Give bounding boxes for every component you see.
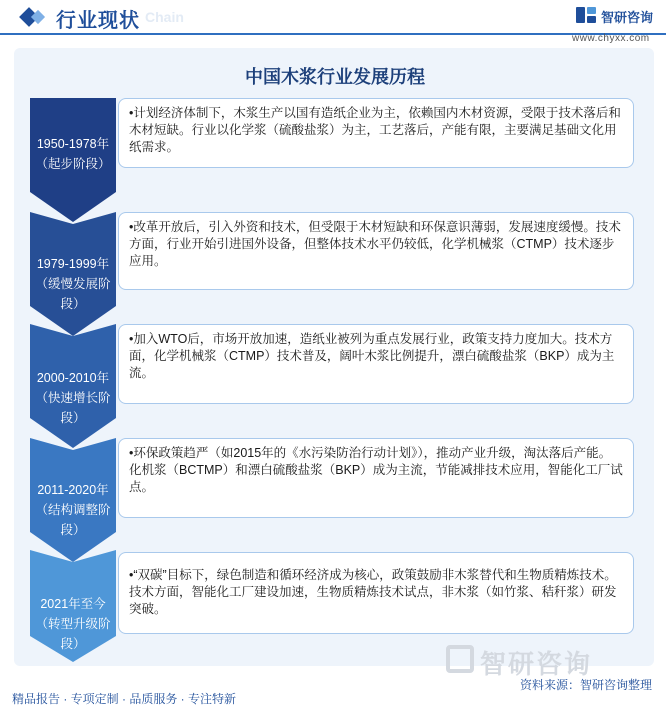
stage-description-4: •环保政策趋严（如2015年的《水污染防治行动计划》），推动产业升级，淘汰落后产能。化机浆（BCTMP）和漂白硫酸盐浆（BKP）成为主流，节能减排技术应用，智能化工厂试点。 bbox=[118, 438, 634, 518]
stage-label-1 bbox=[30, 134, 116, 174]
stage-label-4 bbox=[30, 480, 116, 540]
stage-phase: （转型升级阶段） bbox=[35, 617, 111, 651]
stage-phase: （结构调整阶段） bbox=[35, 503, 111, 537]
header-divider bbox=[0, 33, 666, 35]
stage-description-3: •加入WTO后，市场开放加速，造纸业被列为重点发展行业，政策支持力度加大。技术方面，化学机械浆（CTMP）技术普及，阔叶木浆比例提升，漂白硫酸盐浆（BKP）成为主流。 bbox=[118, 324, 634, 404]
stage-phase: （缓慢发展阶段） bbox=[35, 277, 111, 311]
stage-phase: （起步阶段） bbox=[35, 157, 111, 171]
stage-period: 2000-2010年 bbox=[36, 371, 110, 385]
page-title: 行业现状 bbox=[56, 10, 140, 32]
stage-label-3 bbox=[30, 368, 116, 428]
watermark-logo-icon bbox=[446, 645, 474, 673]
footer-tagline: 精品报告 · 专项定制 · 品质服务 · 专注特新 bbox=[12, 692, 236, 706]
stage-label-5 bbox=[30, 594, 116, 654]
page-header bbox=[0, 0, 666, 36]
source-note: 资料来源：智研咨询整理 bbox=[519, 678, 652, 692]
header-ghost-text: Chain bbox=[145, 9, 184, 25]
stage-period: 1979-1999年 bbox=[36, 257, 110, 271]
stage-description-2: •改革开放后，引入外资和技术，但受限于木材短缺和环保意识薄弱，发展速度缓慢。技术方面，行业开始引进国外设备，但整体技术水平仍较低，化学机械浆（CTMP）技术逐步应用。 bbox=[118, 212, 634, 290]
brand-name: 智研咨询 bbox=[601, 10, 654, 25]
stage-period: 1950-1978年 bbox=[36, 137, 110, 151]
stage-description-5: •“双碳”目标下，绿色制造和循环经济成为核心，政策鼓励非木浆替代和生物质精炼技术。技术方面，智能化工厂建设加速，生物质精炼技术试点，非木浆（如竹浆、秸秆浆）研发突破。 bbox=[118, 552, 634, 634]
brand-url: www.chyxx.com bbox=[572, 33, 650, 44]
stage-description-1: •计划经济体制下，木浆生产以国有造纸企业为主，依赖国内木材资源，受限于技术落后和木材短缺。行业以化学浆（硫酸盐浆）为主，工艺落后，产能有限，主要满足基础文化用纸需求。 bbox=[118, 98, 634, 168]
stage-period: 2011-2020年 bbox=[37, 483, 109, 497]
panel-title: 中国木浆行业发展历程 bbox=[245, 67, 425, 87]
stage-phase: （快速增长阶段） bbox=[35, 391, 111, 425]
brand-logo-icon bbox=[575, 6, 597, 24]
stage-period: 2021年至今 bbox=[40, 597, 106, 611]
stage-label-2 bbox=[30, 254, 116, 314]
watermark-text: 智研咨询 bbox=[480, 649, 593, 679]
